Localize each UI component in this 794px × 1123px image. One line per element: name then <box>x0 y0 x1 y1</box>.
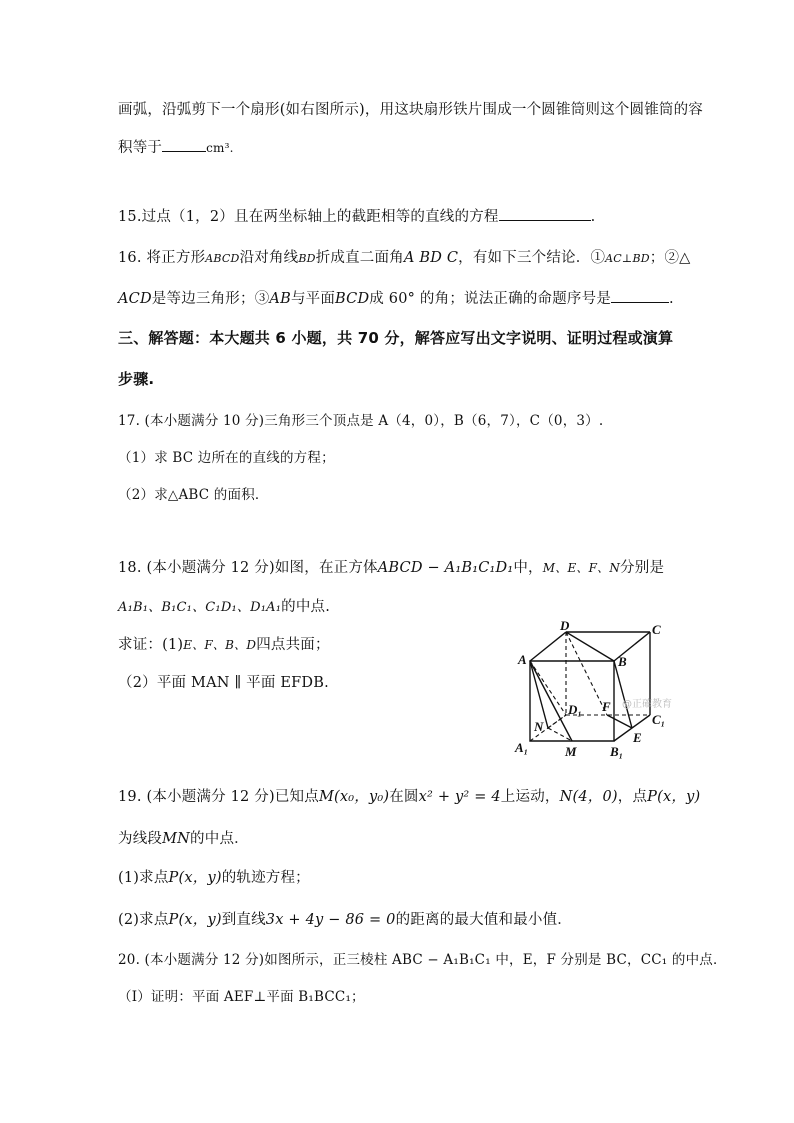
q18-part1: 求证：(1)E、F、B、D四点共面； <box>118 637 330 653</box>
q20-stem: 20. (本小题满分 12 分)如图所示，正三棱柱 ABC − A₁B₁C₁ 中，E，F 分别是 BC，CC₁ 的中点． <box>118 952 727 968</box>
q14-line2: 积等于 cm³. <box>118 136 234 157</box>
q15-line: 15.过点（1，2）且在两坐标轴上的截距相等的直线的方程 . <box>118 205 595 226</box>
q18-stem: 18. (本小题满分 12 分)如图，在正方体ABCD − A₁B₁C₁D₁中，M、E、F、N分别是 <box>118 560 665 576</box>
q16-line1: 16. 将正方形ABCD沿对角线BD折成直二面角A BD C，有如下三个结论．①AC⊥BD；②△ <box>118 250 691 266</box>
answer-blank-15[interactable] <box>499 206 591 221</box>
label-C1: C₁ <box>652 712 666 727</box>
q20-part1: （Ⅰ）证明：平面 AEF⊥平面 B₁BCC₁； <box>118 989 365 1005</box>
q19-part1: (1)求点P(x，y)的轨迹方程； <box>118 870 310 886</box>
answer-blank-14[interactable] <box>162 137 206 152</box>
q19-part2: (2)求点P(x，y)到直线3x + 4y − 86 = 0的距离的最大值和最小值． <box>118 912 573 928</box>
label-E: E <box>633 730 642 745</box>
q19-stem-cont: 为线段MN的中点． <box>118 831 249 847</box>
section-3-heading: 三、解答题：本大题共 6 小题，共 70 分，解答应写出文字说明、证明过程或演算 <box>118 329 674 347</box>
q17-stem: 17. (本小题满分 10 分)三角形三个顶点是 A（4，0），B（6，7），C（0，3）. <box>118 413 604 429</box>
q17-part1: （1）求 BC 边所在的直线的方程； <box>118 450 335 466</box>
watermark: @正確教育 <box>622 699 672 710</box>
answer-blank-16[interactable] <box>611 288 669 303</box>
q18-part2: （2）平面 MAN ∥ 平面 EFDB. <box>118 675 329 691</box>
section-3-heading-cont: 步骤. <box>118 370 155 388</box>
label-N: N <box>534 719 544 734</box>
label-A1: A₁ <box>515 740 529 755</box>
label-M: M <box>565 744 577 759</box>
label-B1: B₁ <box>610 744 624 759</box>
q14-line1: 画弧，沿弧剪下一个扇形(如右图所示)，用这块扇形铁片围成一个圆锥筒则这个圆锥筒的容 <box>118 102 704 118</box>
q18-stem-cont: A₁B₁、B₁C₁、C₁D₁、D₁A₁的中点. <box>118 599 331 615</box>
label-F: F <box>602 699 611 714</box>
cube-figure <box>510 618 690 763</box>
q17-part2: （2）求△ABC 的面积． <box>118 487 269 503</box>
label-D1: D₁ <box>568 702 582 717</box>
label-D: D <box>560 618 570 633</box>
label-B: B <box>618 654 627 669</box>
q19-stem: 19. (本小题满分 12 分)已知点M(x₀，y₀)在圆x² + y² = 4上运动，N(4，0)，点P(x，y) <box>118 789 701 805</box>
label-C: C <box>652 622 661 637</box>
q16-line2: ACD是等边三角形；③AB与平面BCD成 60° 的角；说法正确的命题序号是 . <box>118 287 674 308</box>
label-A: A <box>518 652 527 667</box>
